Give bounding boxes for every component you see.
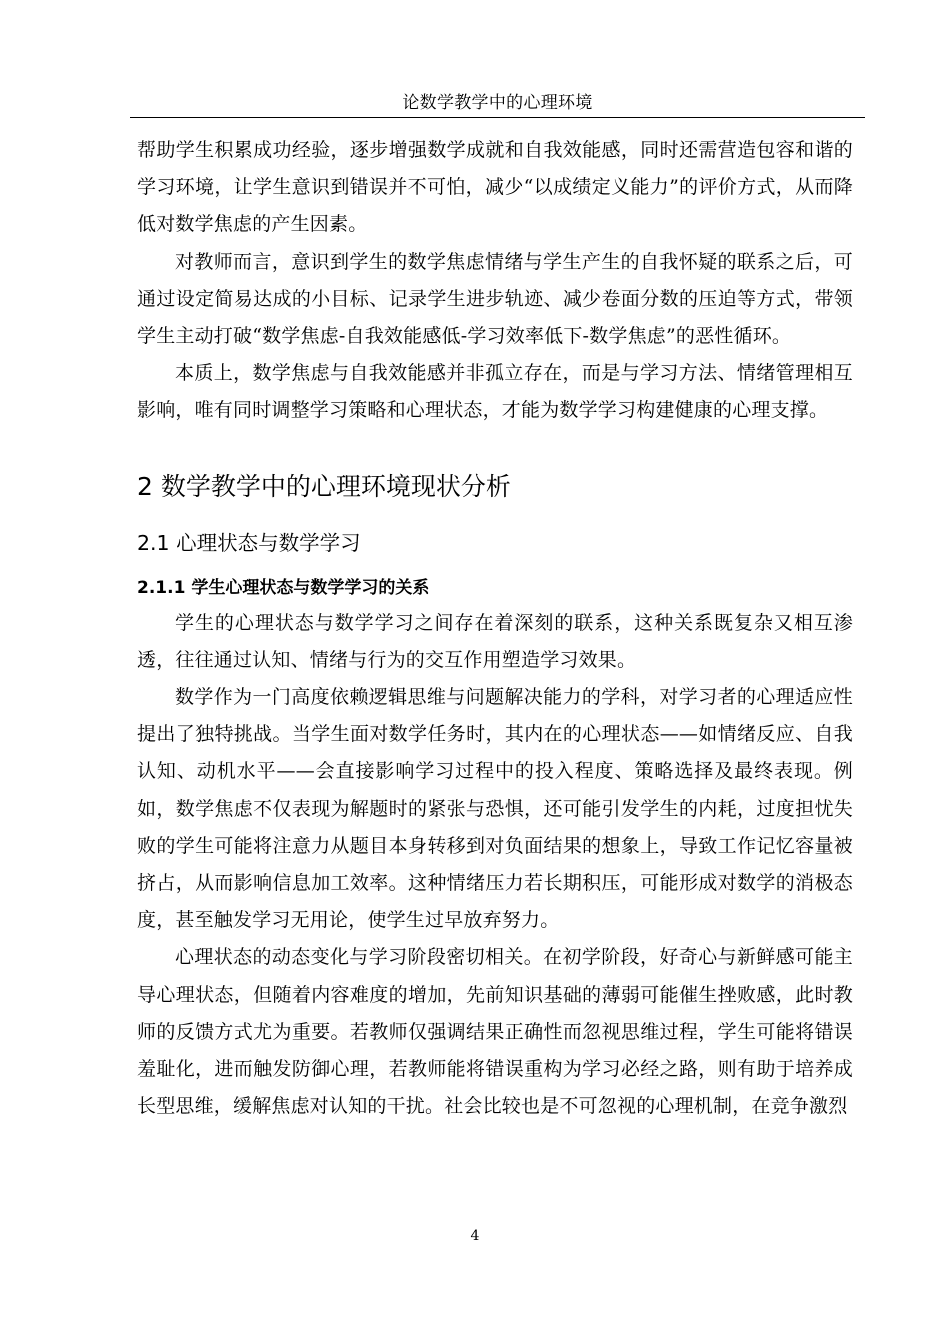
paragraph-6: 心理状态的动态变化与学习阶段密切相关。在初学阶段，好奇心与新鲜感可能主导心理状态，但随着内容难度的增加，先前知识基础的薄弱可能催生挫败感，此时教师的反馈方式尤为重要。若教师仅强调结果正确性而忽视思维过程，学生可能将错误羞耻化，进而触发防御心理，若教师能将错误重构为学习必经之路，则有助于培养成长型思维，缓解焦虑对认知的干扰。社会比较也是不可忽视的心理机制，在竞争激烈: [137, 946, 853, 1118]
paragraph-5: 数学作为一门高度依赖逻辑思维与问题解决能力的学科，对学习者的心理适应性提出了独特挑战。当学生面对数学任务时，其内在的心理状态——如情绪反应、自我认知、动机水平——会直接影响学习过程中的投入程度、策略选择及最终表现。例如，数学焦虑不仅表现为解题时的紧张与恐惧，还可能引发学生的内耗，过度担忧失败的学生可能将注意力从题目本身转移到对负面结果的想象上，导致工作记忆容量被挤占，从而影响信息加工效率。这种情绪压力若长期积压，可能形成对数学的消极态度，甚至触发学习无用论，使学生过早放弃努力。: [137, 686, 853, 932]
section-heading-2-1-1: 2.1.1 学生心理状态与数学学习的关系: [137, 577, 430, 598]
paragraph-3: 本质上，数学焦虑与自我效能感并非孤立存在，而是与学习方法、情绪管理相互影响，唯有同时调整学习策略和心理状态，才能为数学学习构建健康的心理支撑。: [137, 362, 853, 422]
page-number: 4: [470, 1228, 480, 1244]
running-header: 论数学教学中的心理环境: [130, 90, 865, 118]
page-body: [137, 132, 853, 1125]
paragraph-4: 学生的心理状态与数学学习之间存在着深刻的联系，这种关系既复杂又相互渗透，往往通过认知、情绪与行为的交互作用塑造学习效果。: [137, 611, 853, 671]
section-heading-2-1: 2.1 心理状态与数学学习: [137, 530, 361, 555]
section-heading-2: 2 数学教学中的心理环境现状分析: [137, 471, 511, 501]
paragraph-2: 对教师而言，意识到学生的数学焦虑情绪与学生产生的自我怀疑的联系之后，可通过设定简易达成的小目标、记录学生进步轨迹、减少卷面分数的压迫等方式，带领学生主动打破“数学焦虑-自我效能感低-学习效率低下-数学焦虑”的恶性循环。: [137, 250, 853, 348]
paragraph-1: 帮助学生积累成功经验，逐步增强数学成就和自我效能感，同时还需营造包容和谐的学习环境，让学生意识到错误并不可怕，减少“以成绩定义能力”的评价方式，从而降低对数学焦虑的产生因素。: [137, 139, 853, 236]
